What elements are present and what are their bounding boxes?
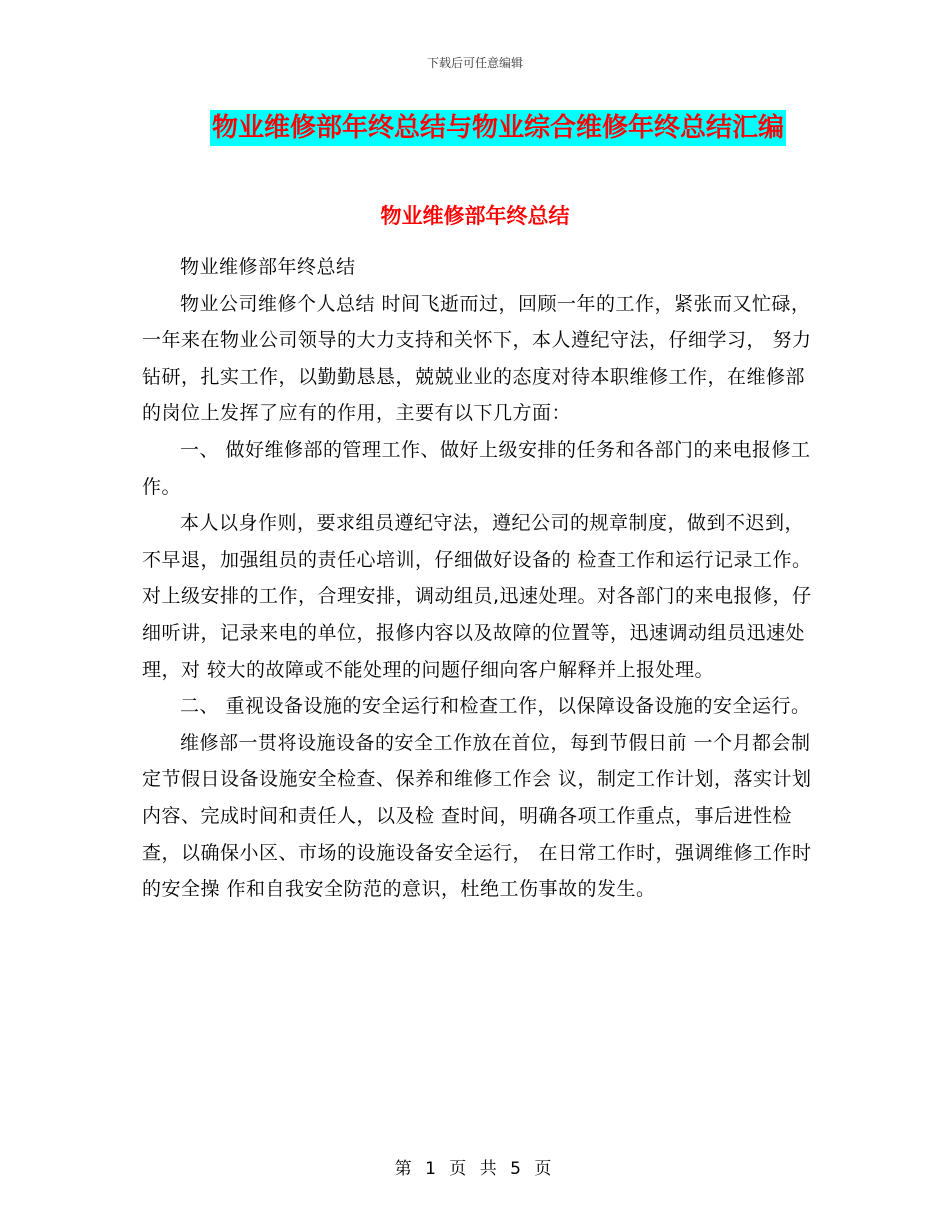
paragraph: 物业维修部年终总结 (180, 256, 356, 278)
document-main-title: 物业维修部年终总结与物业综合维修年终总结汇编 (210, 110, 786, 146)
header-note: 下载后可任意编辑 (426, 56, 523, 70)
main-title-container (0, 110, 950, 146)
page-number-footer: 第 1 页 共 5 页 (394, 1159, 556, 1179)
paragraph: 维修部一贯将设施设备的安全工作放在首位，每到节假日前 一个月都会制定节假日设备设施安全检查、保养和维修工作会 议，制定工作计划，落实计划内容、完成时间和责任人，以及检 查时间，明确各项工作重点，事后进性检查，以确保小区、市场的设施设备安全运行， 在日常工作时，强调维修工作时的安全操 作和自我安全防范的意识，杜绝工伤事故的发生。 (142, 731, 812, 901)
paragraph: 一、 做好维修部的管理工作、做好上级安排的任务和各部门的来电报修工作。 (142, 438, 811, 498)
paragraph: 二、 重视设备设施的安全运行和检查工作，以保障设备设施的安全运行。 (180, 695, 811, 718)
paragraph: 本人以身作则，要求组员遵纪守法，遵纪公司的规章制度，做到不迟到，不早退，加强组员的责任心培训，仔细做好设备的 检查工作和运行记录工作。对上级安排的工作，合理安排，调动组员,迅速处理。对各部门的来电报修，仔细听讲，记录来电的单位，报修内容以及故障的位置等，迅速调动组员迅速处理，对 较大的故障或不能处理的问题仔细向客户解释并上报处理。 (142, 512, 812, 681)
document-body (142, 249, 814, 908)
section-title: 物业维修部年终总结 (380, 204, 570, 228)
paragraph: 物业公司维修个人总结 时间飞逝而过，回顾一年的工作，紧张而又忙碌，一年来在物业公司领导的大力支持和关怀下，本人遵纪守法，仔细学习， 努力钻研，扎实工作，以勤勤恳恳，兢兢业业的态度对待本职维修工作，在维修部的岗位上发挥了应有的作用，主要有以下几方面： (142, 292, 812, 425)
